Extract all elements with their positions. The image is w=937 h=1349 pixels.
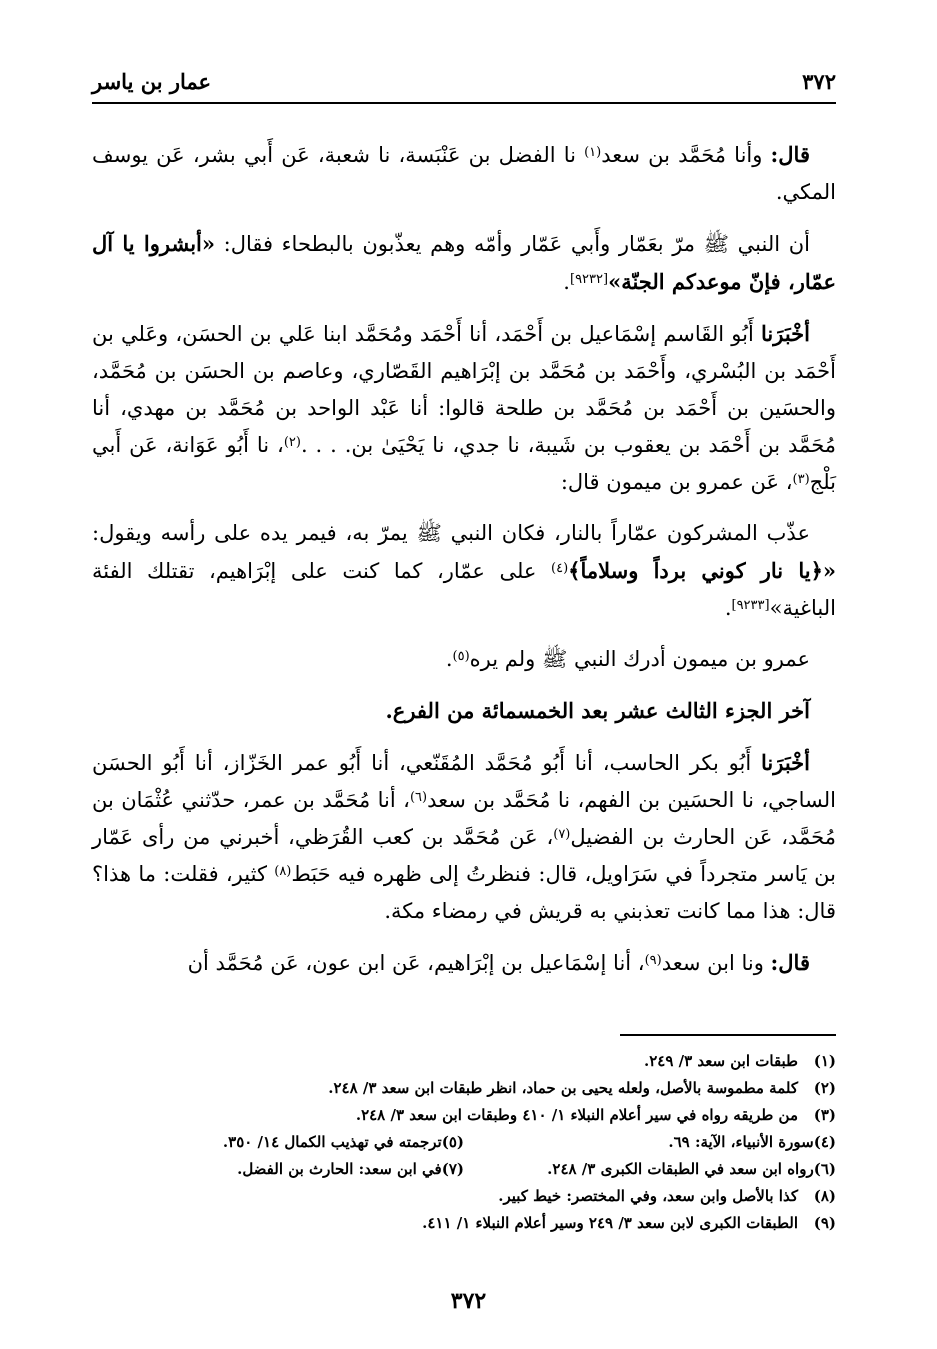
hadith-number: [٩٢٣٣] — [731, 598, 770, 613]
text-run: عذّب المشركون عمّاراً بالنار، فكان النبي ﷺ يمرّ به، فيمر يده على رأسه ويقول: — [92, 521, 810, 545]
footnote-number: (٢) — [813, 1079, 836, 1097]
footnote-row — [92, 1129, 836, 1156]
text-run: ، عَن مُحَمَّد بن كعب القُرَظي، أخبرني من رأى عَمّار بن يَاسر متجرداً في سَرَاويل، قال: فنظرتُ إلى ظهره فيه حَبَط — [92, 825, 836, 886]
footnote-number: (٤) — [813, 1133, 836, 1151]
paragraph-2 — [92, 225, 836, 301]
text-run: أَبُو بكر الحاسب، أنا أَبُو مُحَمَّد المُقَنّعي، أنا أَبُو عمر الخَزّاز، أنا أَبُو الحسَن الساجي، نا الحسَين بن الفهم، نا مُحَمَّد بن سعد — [92, 751, 837, 812]
footnote-ref[interactable]: (١) — [584, 145, 602, 160]
section-end-note: آخر الجزء الثالث عشر بعد الخمسمائة من الفرع. — [385, 698, 810, 723]
paragraph-8 — [92, 944, 836, 982]
text-run: أن النبي ﷺ مرّ بعَمّار وأَبي عَمّار وأمّه وهم يعذّبون بالبطحاء فقال: — [215, 232, 810, 256]
footnote-number: (٥) — [441, 1133, 464, 1151]
text-run: . — [445, 647, 453, 671]
footnote-ref[interactable]: (٨) — [274, 864, 292, 879]
text-run: عمرو بن ميمون أدرك النبي ﷺ ولم يره — [469, 647, 810, 671]
text-run: كثير، فقلت: ما هذا؟ قال: هذا مما كانت تعذبني به قريش في رمضاء مكة. — [92, 862, 836, 923]
footnote-text: رواه ابن سعد في الطبقات الكبرى ٣/ ٢٤٨. — [547, 1160, 814, 1178]
paragraph-1 — [92, 136, 836, 211]
footnote-text: الطبقات الكبرى لابن سعد ٣/ ٢٤٩ وسير أعلام النبلاء ١/ ٤١١. — [422, 1214, 798, 1232]
footnote-item — [92, 1102, 836, 1129]
header-rule — [92, 102, 836, 104]
footnote-item — [92, 1048, 836, 1075]
header-title: عمار بن ياسر — [92, 69, 212, 94]
text-run: وأنا مُحَمَّد بن سعد — [601, 143, 771, 167]
paragraph-6 — [92, 692, 836, 730]
footnote-number: (٩) — [813, 1214, 836, 1232]
footnote-text: من طريقه رواه في سير أعلام النبلاء ١/ ٤١٠ وطبقات ابن سعد ٣/ ٢٤٨. — [355, 1106, 798, 1124]
footnote-number: (١) — [813, 1052, 836, 1070]
footnote-item — [92, 1183, 836, 1210]
paragraph-5 — [92, 641, 836, 678]
hadith-text: «﴿يا نار كوني برداً وسلاماً﴾ — [568, 558, 836, 583]
text-run: ونا ابن سعد — [661, 951, 771, 975]
hadith-text: «أبشروا يا آل عمّار، فإنّ موعدكم الجنّة» — [92, 231, 836, 294]
footnote-text: كلمة مطموسة بالأصل، ولعله يحيى بن حماد، انظر طبقات ابن سعد ٣/ ٢٤٨. — [328, 1079, 798, 1097]
footnote-ref[interactable]: (٣) — [792, 472, 810, 487]
text-run: ، عَن عمرو بن ميمون قال: — [560, 470, 793, 494]
hadith-number: [٩٢٣٢] — [569, 272, 609, 287]
lead-word: أخْبَرَنا — [761, 750, 810, 775]
lead-word: قال: — [770, 142, 810, 167]
footnote-text: طبقات ابن سعد ٣/ ٢٤٩. — [643, 1052, 798, 1070]
text-run: على عمّار، كما كنت على إبْرَاهيم، تقتلك الفئة الباغية» — [92, 559, 836, 620]
text-run: نا الفضل بن عَنْبَسة، نا شعبة، عَن أَبي بشر، عَن يوسف المكي. — [92, 143, 836, 204]
footnote-ref[interactable]: (٥) — [452, 649, 470, 664]
footnote-ref[interactable]: (٩) — [644, 953, 662, 968]
header-page-number: ٣٧٢ — [802, 69, 836, 94]
footnote-item — [464, 1156, 836, 1183]
footnote-item — [92, 1210, 836, 1237]
footnote-number: (٧) — [441, 1160, 464, 1178]
footnote-text: كذا بالأصل وابن سعد، وفي المختصر: خيط كبير. — [498, 1187, 798, 1205]
text-run: أَبُو القَاسم إسْمَاعيل بن أَحْمَد، أنا أَحْمَد ومُحَمَّد ابنا عَلي بن الحسَن، وعَلي بن أَحْمَد بن البُسْري، وأَحْمَد بن مُحَمَّد بن إبْرَاهيم القَصّاري، وعاصم بن الحسَن بن مُحَمَّد، والحسَين بن أَحْمَد بن مُحَمَّد بن طلحة قالوا: أنا عَبْد الواحد بن مُحَمَّد بن مهدي، أنا مُحَمَّد بن أَحْمَد بن يعقوب بن شَيبة، نا جدي، نا يَحْيَىٰ بن. . . . — [92, 322, 836, 457]
footer-page-number: ٣٧٢ — [450, 1288, 487, 1314]
footnote-text: ترجمته في تهذيب الكمال ١٤/ ٣٥٠. — [222, 1133, 442, 1151]
footnote-row — [92, 1156, 836, 1183]
footnote-rule — [620, 1034, 836, 1036]
paragraph-7 — [92, 744, 836, 930]
text-run: . — [724, 596, 732, 620]
footnote-ref[interactable]: (٦) — [409, 790, 428, 805]
footnote-text: في ابن سعد: الحارث بن الفضل. — [237, 1160, 442, 1178]
footnote-ref[interactable]: (٤) — [551, 561, 569, 576]
text-run: ، نا أَبُو عَوَانة، عَن أَبي بَلْج — [92, 433, 836, 494]
footnote-ref[interactable]: (٧) — [553, 827, 571, 842]
text-run: . — [563, 270, 570, 294]
lead-word: أخْبَرَنا — [761, 321, 810, 346]
paragraph-3 — [92, 315, 836, 501]
paragraph-4 — [92, 515, 836, 627]
footnote-item — [92, 1156, 464, 1183]
footnote-item — [92, 1075, 836, 1102]
footnote-text: سورة الأنبياء، الآية: ٦٩. — [668, 1133, 814, 1151]
main-text — [92, 136, 836, 996]
footnote-item — [92, 1129, 464, 1156]
footnote-number: (٨) — [813, 1187, 836, 1205]
footnote-number: (٦) — [813, 1160, 836, 1178]
footnote-number: (٣) — [813, 1106, 836, 1124]
footnotes — [92, 1048, 836, 1237]
text-run: ، أنا إسْمَاعيل بن إبْرَاهيم، عَن ابن عون، عَن مُحَمَّد أن — [187, 951, 645, 975]
footnote-ref[interactable]: (٢) — [283, 435, 301, 450]
lead-word: قال: — [770, 950, 810, 975]
footnote-item — [464, 1129, 836, 1156]
text-run: ، أنا مُحَمَّد بن عمر، حدّثني عُثْمَان بن مُحَمَّد، عَن الحارث بن الفضيل — [92, 788, 836, 849]
running-header — [92, 58, 836, 94]
